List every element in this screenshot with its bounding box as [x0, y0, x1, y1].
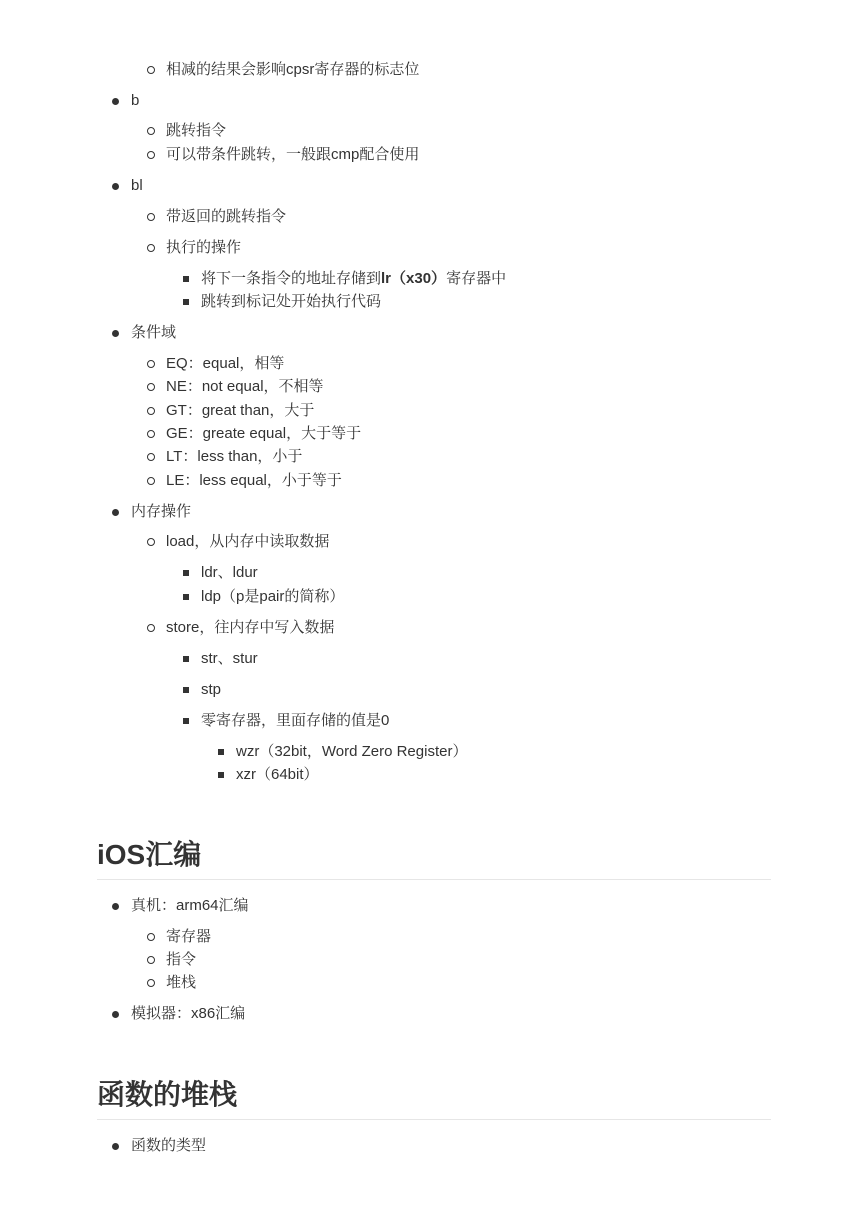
list-item-text: 寄存器: [166, 928, 212, 945]
heading-divider: [97, 1119, 771, 1120]
list-item: [166, 238, 241, 258]
list-item-text: GT：great than，大于: [166, 402, 315, 419]
list-item-text: 可以带条件跳转，一般跟cmp配合使用: [166, 146, 420, 163]
bullet-circle-icon: [147, 407, 155, 415]
list-item: [166, 207, 286, 227]
list-item: [131, 1004, 245, 1024]
list-item: [236, 742, 467, 762]
list-item-text: 条件域: [131, 324, 177, 341]
list-item: [166, 121, 226, 141]
list-item-text: 真机：arm64汇编: [131, 897, 249, 914]
list-item-text: 带返回的跳转指令: [166, 208, 287, 225]
list-item-text: 跳转指令: [166, 122, 227, 139]
list-item-text: 模拟器：x86汇编: [131, 1005, 246, 1022]
bullet-square-icon: [218, 749, 224, 755]
bullet-square-icon: [183, 276, 189, 282]
bullet-disc-icon: [112, 509, 119, 516]
list-item-text: 执行的操作: [166, 239, 242, 256]
list-item-text: b: [131, 92, 140, 109]
list-item-text: 指令: [166, 951, 197, 968]
list-item: [201, 563, 258, 583]
list-item: [131, 896, 249, 916]
list-item-text: EQ：equal，相等: [166, 355, 285, 372]
bullet-circle-icon: [147, 430, 155, 438]
list-item-text: 内存操作: [131, 503, 192, 520]
list-item: [166, 950, 196, 970]
bullet-square-icon: [218, 772, 224, 778]
bullet-circle-icon: [147, 933, 155, 941]
bullet-disc-icon: [112, 1011, 119, 1018]
bullet-circle-icon: [147, 453, 155, 461]
bullet-disc-icon: [112, 183, 119, 190]
list-item: [236, 765, 319, 785]
list-item-text: LE：less equal，小于等于: [166, 472, 342, 489]
list-item-text: stp: [201, 681, 222, 698]
bullet-circle-icon: [147, 956, 155, 964]
list-item: [166, 618, 334, 638]
list-item-text: ldr、ldur: [201, 564, 258, 581]
list-item: [166, 354, 284, 374]
bullet-circle-icon: [147, 477, 155, 485]
bullet-circle-icon: [147, 244, 155, 252]
list-item-text: 将下一条指令的地址存储到: [201, 270, 382, 287]
list-item-text: str、stur: [201, 650, 258, 667]
list-item: [131, 176, 143, 196]
bullet-circle-icon: [147, 383, 155, 391]
bullet-disc-icon: [112, 1143, 119, 1150]
list-item: [166, 401, 314, 421]
list-item-bold-text: lr（x30）: [381, 270, 447, 287]
list-item-text: wzr（32bit，Word Zero Register）: [236, 743, 468, 760]
bullet-circle-icon: [147, 979, 155, 987]
list-item: [166, 532, 329, 552]
list-item: [201, 649, 258, 669]
list-item-text: load，从内存中读取数据: [166, 533, 330, 550]
bullet-square-icon: [183, 299, 189, 305]
bullet-circle-icon: [147, 66, 155, 74]
list-item-text: 跳转到标记处开始执行代码: [201, 293, 382, 310]
list-item-text: GE：greate equal，大于等于: [166, 425, 362, 442]
bullet-circle-icon: [147, 624, 155, 632]
bullet-square-icon: [183, 687, 189, 693]
bullet-square-icon: [183, 656, 189, 662]
list-item-text: ldp（p是pair的简称）: [201, 588, 345, 605]
list-item: [166, 471, 342, 491]
list-item: [166, 973, 196, 993]
list-item: [166, 377, 324, 397]
list-item-text: NE：not equal，不相等: [166, 378, 324, 395]
list-item: [201, 269, 506, 289]
list-item-suffix-text: 寄存器中: [446, 270, 507, 287]
bullet-square-icon: [183, 570, 189, 576]
list-item: [131, 91, 139, 111]
section-heading: iOS汇编: [97, 839, 202, 870]
list-item: [166, 927, 211, 947]
bullet-disc-icon: [112, 98, 119, 105]
list-item: [166, 424, 361, 444]
bullet-disc-icon: [112, 903, 119, 910]
bullet-circle-icon: [147, 213, 155, 221]
list-item: [166, 145, 419, 165]
list-item: [201, 292, 381, 312]
list-item-text: 函数的类型: [131, 1137, 207, 1154]
list-item: [131, 323, 176, 343]
bullet-circle-icon: [147, 360, 155, 368]
list-item-text: bl: [131, 177, 143, 194]
list-item-text: xzr（64bit）: [236, 766, 319, 783]
list-item: [201, 711, 389, 731]
list-item-text: LT：less than，小于: [166, 448, 303, 465]
list-item-text: 零寄存器，里面存储的值是0: [201, 712, 390, 729]
heading-divider: [97, 879, 771, 880]
list-item: [201, 587, 344, 607]
list-item: [166, 60, 419, 80]
bullet-circle-icon: [147, 151, 155, 159]
list-item: [201, 680, 221, 700]
list-item-text: store，往内存中写入数据: [166, 619, 335, 636]
list-item-text: 相减的结果会影响cpsr寄存器的标志位: [166, 61, 420, 78]
bullet-circle-icon: [147, 127, 155, 135]
list-item: [131, 1136, 206, 1156]
section-heading: 函数的堆栈: [97, 1079, 238, 1110]
bullet-circle-icon: [147, 538, 155, 546]
list-item: [131, 502, 191, 522]
bullet-square-icon: [183, 718, 189, 724]
list-item: [166, 447, 302, 467]
list-item-text: 堆栈: [166, 974, 197, 991]
bullet-disc-icon: [112, 330, 119, 337]
bullet-square-icon: [183, 594, 189, 600]
